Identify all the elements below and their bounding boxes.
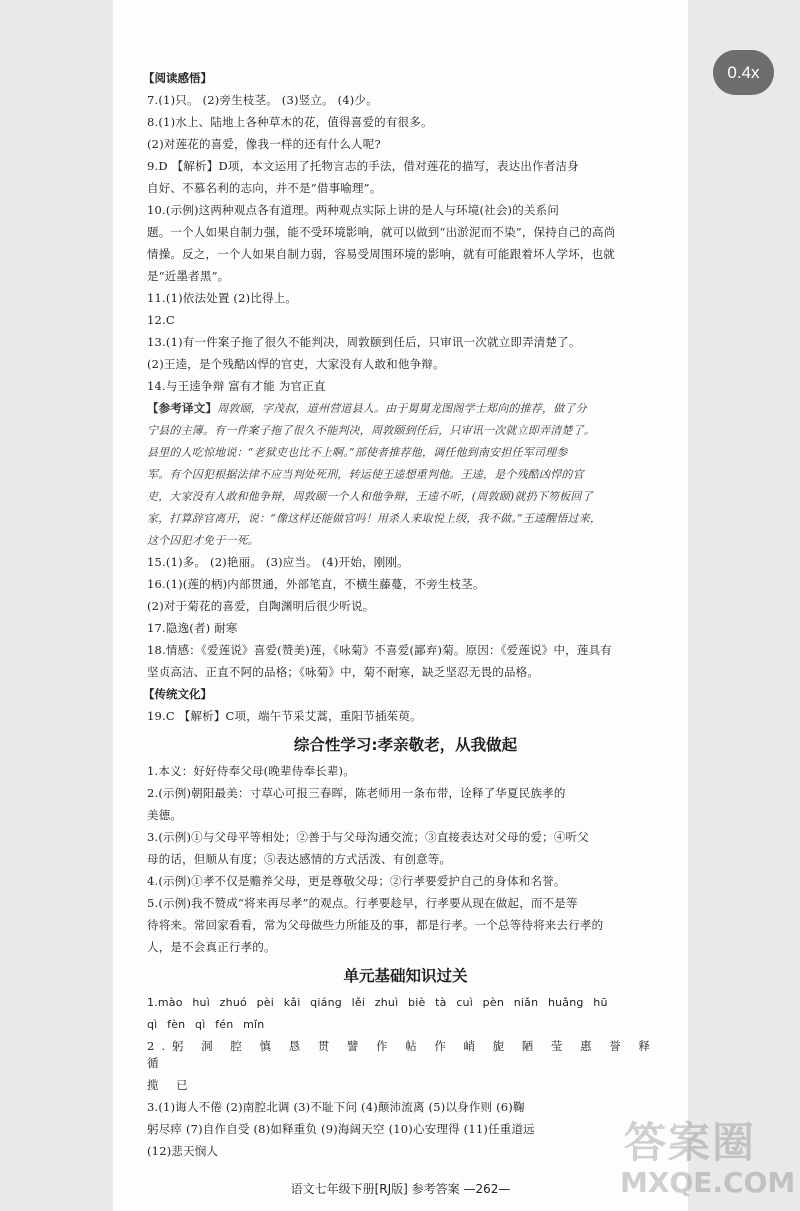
reading-line-9: 11.(1)依法处置 (2)比得上。 xyxy=(147,291,298,305)
translation-line-3: 军。有个囚犯根据法律不应当判处死刑，转运使王逵想重判他。王逵，是个残酷凶悍的官 xyxy=(147,468,584,481)
zonghe-line-3: 3.(示例)①与父母平等相处；②善于与父母沟通交流；③直接表达对父母的爱；④听父 xyxy=(147,830,589,844)
reading-line-6: 题。一个人如果自制力强，能不受环境影响，就可以做到“出淤泥而不染”，保持自己的高尚 xyxy=(147,225,616,239)
answer-line-2: (2)对于菊花的喜爱，自陶渊明后很少听说。 xyxy=(147,599,375,613)
watermark-url: MXQE.COM xyxy=(620,1166,796,1199)
culture-answers xyxy=(147,708,664,725)
reading-line-7: 情操。反之，一个人如果自制力弱，容易受周围环境的影响，就有可能跟着坏人学坏，也就 xyxy=(147,247,615,261)
pinyin-line-1: 1.mào huì zhuó pèi kǎi qiáng lěi zhuì biè tà cuì pèn niǎn huǎng hū xyxy=(147,996,608,1009)
reading-line-3: 9.D 【解析】D项，本文运用了托物言志的手法，借对莲花的描写，表达出作者洁身 xyxy=(147,159,579,173)
answers-15-18 xyxy=(147,554,664,681)
translation-line-6: 这个囚犯才免于一死。 xyxy=(147,534,259,547)
translation-label: 【参考译文】 xyxy=(147,401,218,415)
zonghe-line-2: 美德。 xyxy=(147,808,183,822)
watermark-text: 答案圈 xyxy=(624,1118,757,1167)
heading-unit-basics: 单元基础知识过关 xyxy=(343,967,468,985)
watermark-logo xyxy=(610,1110,800,1211)
pinyin-line-2: qì fèn qì fén mǐn xyxy=(147,1018,265,1031)
translation-block xyxy=(147,400,664,549)
translation-line-5: 家，打算辞官离开，说：“像这样还能做官吗！用杀人来取悦上级，我不做。”王逵醒悟过来， xyxy=(147,512,602,525)
answer-line-1: 16.(1)(莲的柄)内部贯通，外部笔直，不横生藤蔓，不旁生枝茎。 xyxy=(147,577,485,591)
idiom-line-2: (12)悲天悯人 xyxy=(147,1144,219,1158)
answer-line-5: 坚贞高洁、正直不阿的品格；《咏菊》中，菊不耐寒，缺乏坚忍无畏的品格。 xyxy=(147,665,540,679)
heading-zonghe: 综合性学习:孝亲敬老，从我做起 xyxy=(293,736,518,754)
answer-line-0: 15.(1)多。 (2)艳丽。 (3)应当。 (4)开始，刚刚。 xyxy=(147,555,409,569)
zoom-badge[interactable]: 0.4x xyxy=(713,50,774,95)
section-culture-label: 【传统文化】 xyxy=(143,687,212,701)
section-reading-label: 【阅读感悟】 xyxy=(143,71,212,85)
zonghe-line-6: 5.(示例)我不赞成“将来再尽孝”的观点。行孝要趁早，行孝要从现在做起，而不是等 xyxy=(147,896,578,910)
zonghe-line-0: 1.本义：好好侍奉父母(晚辈侍奉长辈)。 xyxy=(147,764,355,778)
zonghe-answers xyxy=(147,763,664,956)
reading-line-11: 13.(1)有一件案子拖了很久不能判决，周敦颐到任后，只审讯一次就立即弄清楚了。 xyxy=(147,335,581,349)
reading-line-1: 8.(1)水上、陆地上各种草木的花，值得喜爱的有很多。 xyxy=(147,115,433,129)
reading-line-2: (2)对莲花的喜爱，像我一样的还有什么人呢? xyxy=(147,137,381,151)
zonghe-line-8: 人，是不会真正行孝的。 xyxy=(147,940,276,954)
page-footer: 语文七年级下册[RJ版] 参考答案 —262— xyxy=(290,1182,511,1196)
idiom-line-1: 躬尽瘁 (7)自作自受 (8)如释重负 (9)海阔天空 (10)心安理得 (11)任重道远 xyxy=(147,1122,535,1136)
reading-line-12: (2)王逵，是个残酷凶悍的官吏，大家没有人敢和他争辩。 xyxy=(147,357,445,371)
translation-line-2: 县里的人吃惊地说：“老狱吏也比不上啊。”部使者推荐他，调任他到南安担任军司理参 xyxy=(147,446,568,459)
reading-line-10: 12.C xyxy=(147,313,175,327)
answer-page xyxy=(113,0,688,1211)
reading-answers xyxy=(147,92,664,395)
chars-line-1: 2.躬 洞 腔 慎 恳 贯 譬 作 帖 作 峭 旎 陋 莹 惠 誉 释 循 xyxy=(147,1039,657,1070)
answer-line-4: 18.情感：《爱莲说》喜爱(赞美)莲，《咏菊》不喜爱(鄙弃)菊。原因：《爱莲说》中，莲具有 xyxy=(147,643,612,657)
zonghe-line-7: 待将来。常回家看看，常为父母做些力所能及的事，都是行孝。一个总等待将来去行孝的 xyxy=(147,918,604,932)
reading-line-0: 7.(1)只。 (2)旁生枝茎。 (3)竖立。 (4)少。 xyxy=(147,93,378,107)
reading-line-5: 10.(示例)这两种观点各有道理。两种观点实际上讲的是人与环境(社会)的关系问 xyxy=(147,203,560,217)
zonghe-line-4: 母的话，但顺从有度；⑤表达感情的方式活泼、有创意等。 xyxy=(147,852,452,866)
reading-line-4: 自好、不慕名利的志向，并不是“借事喻理”。 xyxy=(147,181,382,195)
idiom-line-0: 3.(1)诲人不倦 (2)南腔北调 (3)不耻下问 (4)颠沛流离 (5)以身作则 (6)鞠 xyxy=(147,1100,525,1114)
chars-line-2: 揽 已 xyxy=(147,1078,195,1092)
zonghe-line-1: 2.(示例)朝阳最美：寸草心可报三春晖，陈老师用一条布带，诠释了华夏民族孝的 xyxy=(147,786,566,800)
translation-line-4: 吏，大家没有人敢和他争辩，周敦颐一个人和他争辩，王逵不听，(周敦颐)就扔下笏板回了 xyxy=(147,490,593,503)
idiom-answers xyxy=(147,1099,664,1160)
culture-line-0: 19.C 【解析】C项，端午节采艾蒿，重阳节插茱萸。 xyxy=(147,709,422,723)
translation-line-1: 宁县的主簿。有一件案子拖了很久不能判决，周敦颐到任后，只审讯一次就立即弄清楚了。 xyxy=(147,424,595,437)
reading-line-13: 14.与王逵争辩 富有才能 为官正直 xyxy=(147,379,326,393)
zonghe-line-5: 4.(示例)①孝不仅是赡养父母，更是尊敬父母；②行孝要爱护自己的身体和名誉。 xyxy=(147,874,566,888)
reading-line-8: 是“近墨者黑”。 xyxy=(147,269,230,283)
translation-line-0: 【参考译文】周敦颐，字茂叔，道州营道县人。由于舅舅龙图阁学士郑向的推荐，做了分 xyxy=(147,401,587,415)
answer-line-3: 17.隐逸(者) 耐寒 xyxy=(147,621,238,635)
